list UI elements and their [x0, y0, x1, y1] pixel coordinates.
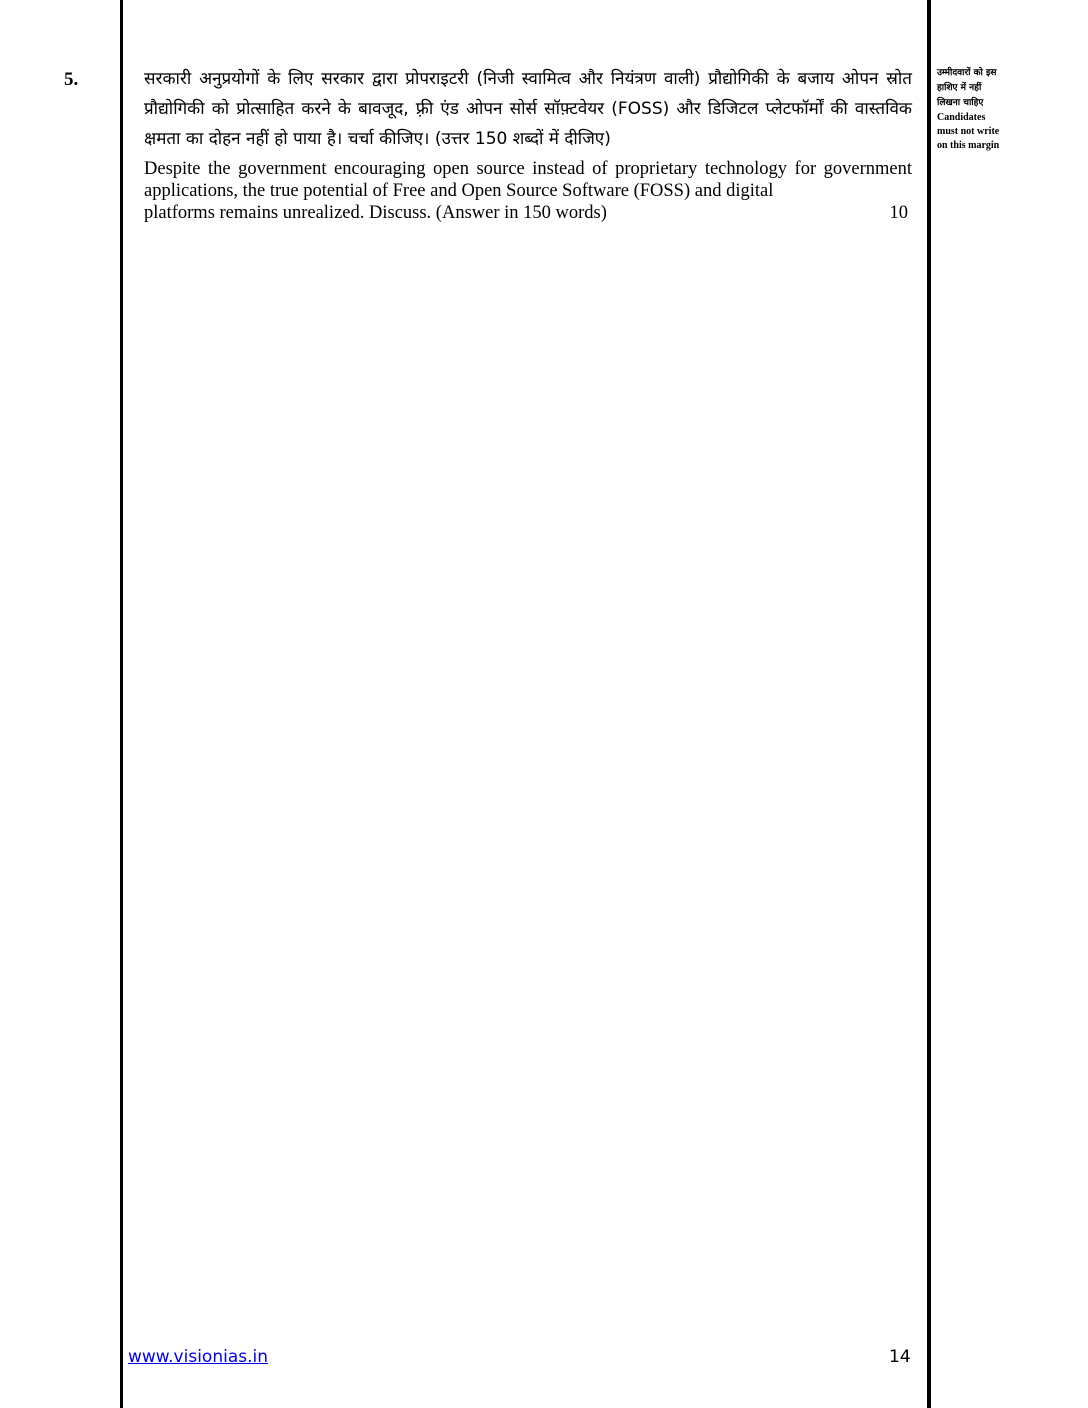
right-margin-rule [927, 0, 931, 1408]
question-block [144, 64, 912, 225]
hindi-question-text: सरकारी अनुप्रयोगों के लिए सरकार द्वारा प्रोपराइटरी (निजी स्वामित्व और नियंत्रण वाली) प्रौद्योगिकी के बजाय ओपन स्रोत प्रौद्योगिकी को प्रोत्साहित करने के बावजूद, फ़्री एंड ओपन सोर्स सॉफ़्टवेयर (FOSS) और डिजिटल प्लेटफॉर्मों की वास्तविक क्षमता का दोहन नहीं हो पाया है। चर्चा कीजिए। (उत्तर 150 शब्दों में दीजिए) [144, 69, 912, 149]
question-marks: 10 [889, 203, 908, 223]
website-link[interactable]: www.visionias.in [128, 1347, 268, 1367]
margin-instruction-english: Candidates must not write on this margin [937, 112, 1000, 151]
margin-instruction [937, 66, 1007, 153]
english-question-text: Despite the government encouraging open source instead of proprietary technology for government applications, the true potential of Free and Open Source Software (FOSS) and digital [144, 159, 912, 201]
left-margin-rule [120, 0, 123, 1408]
english-question-final-text: platforms remains unrealized. Discuss. (Answer in 150 words) [144, 203, 607, 223]
margin-instruction-hindi: उम्मीदवारों को इस हाशिए में नहीं लिखना चाहिए [937, 68, 997, 108]
english-question-last-line [144, 202, 912, 225]
page-number: 14 [889, 1347, 911, 1367]
question-number: 5. [64, 69, 79, 90]
